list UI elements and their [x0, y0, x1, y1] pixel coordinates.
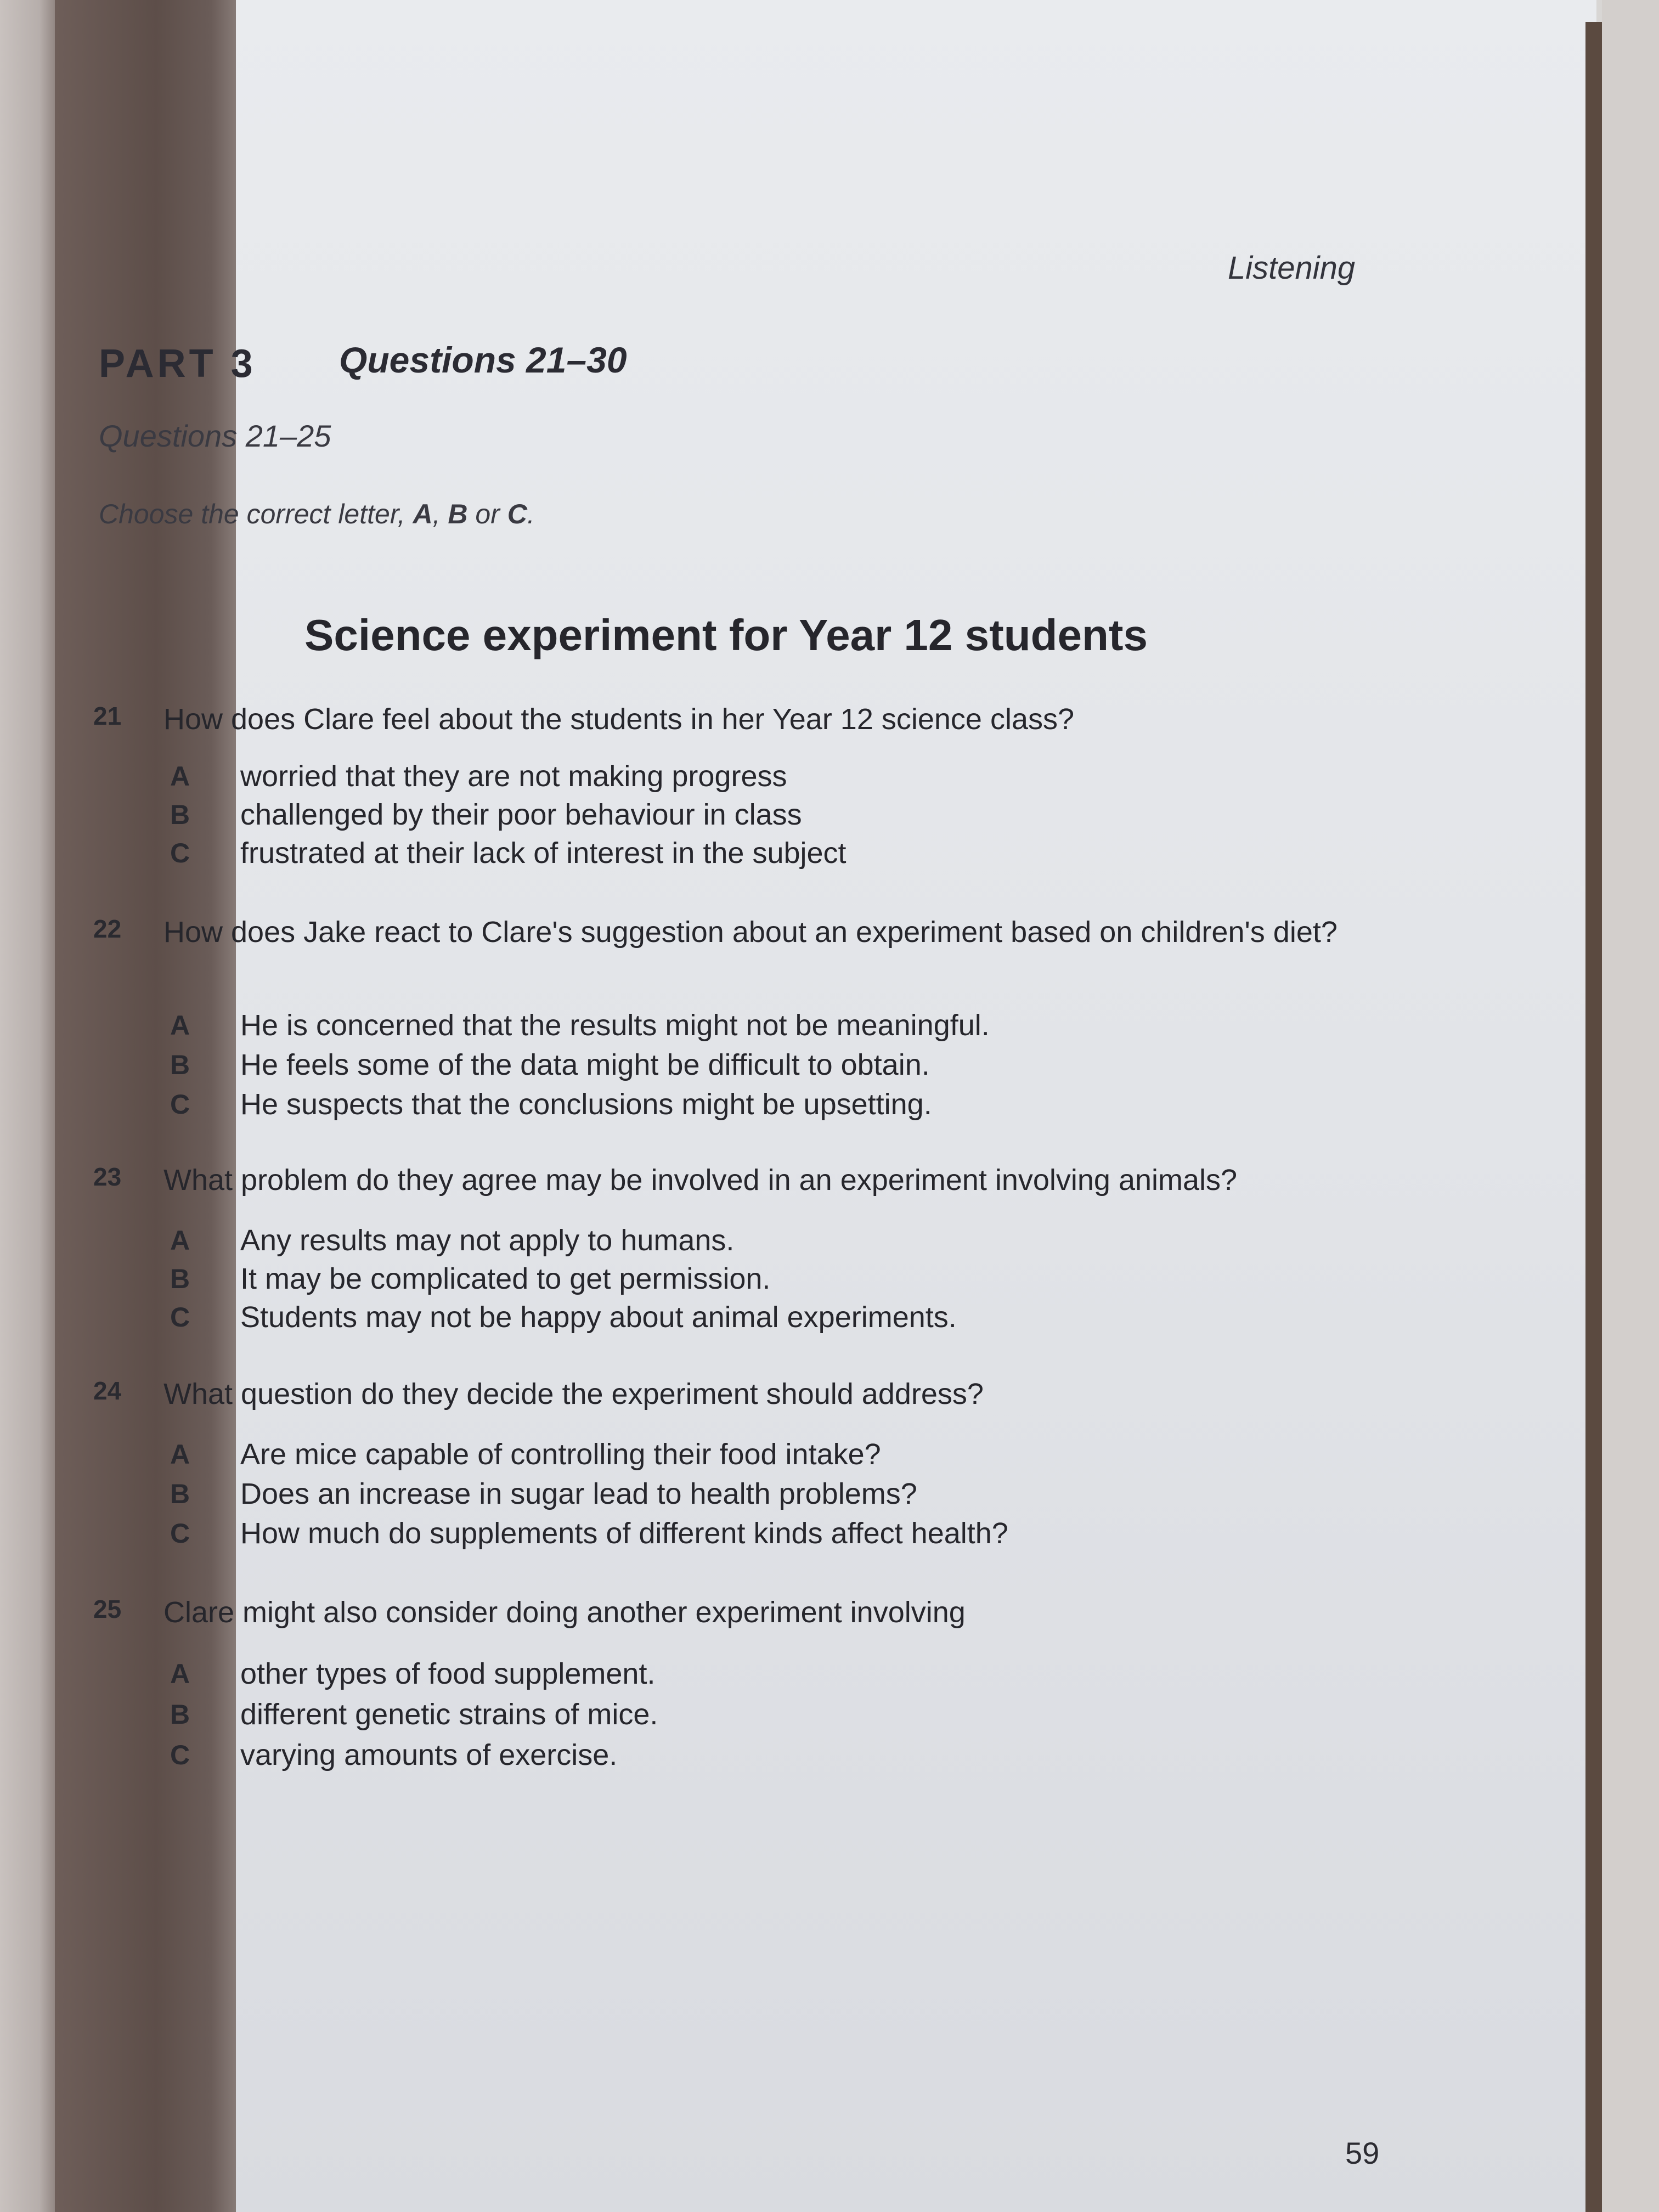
- instruction-letter-a: A: [413, 499, 433, 529]
- part-question-range: Questions 21–30: [339, 340, 627, 380]
- document-title: Science experiment for Year 12 students: [304, 611, 1148, 659]
- instruction-suffix: .: [527, 499, 535, 529]
- option-text: He suspects that the conclusions might be upsetting.: [240, 1088, 932, 1121]
- option-letter: A: [170, 1658, 190, 1689]
- option-text: different genetic strains of mice.: [240, 1698, 658, 1731]
- instruction-sep-2: or: [467, 499, 507, 529]
- question-text: Clare might also consider doing another experiment involving: [163, 1596, 966, 1629]
- option-letter: C: [170, 1089, 190, 1120]
- question-text: How does Clare feel about the students in her Year 12 science class?: [163, 703, 1075, 736]
- option-text: worried that they are not making progress: [240, 760, 787, 793]
- option-letter: A: [170, 1225, 190, 1256]
- subsection-heading: Questions 21–25: [99, 419, 331, 453]
- instruction-sep-1: ,: [432, 499, 448, 529]
- option-letter: A: [170, 761, 190, 792]
- option-text: frustrated at their lack of interest in the subject: [240, 837, 847, 870]
- option-text: He feels some of the data might be difficult to obtain.: [240, 1048, 930, 1081]
- question-number: 23: [93, 1163, 122, 1191]
- option-text: Any results may not apply to humans.: [240, 1224, 735, 1257]
- question-number: 24: [93, 1376, 122, 1405]
- option-letter: A: [170, 1439, 190, 1470]
- option-text: He is concerned that the results might not be meaningful.: [240, 1009, 990, 1042]
- part-label: PART 3: [99, 342, 256, 386]
- option-text: Are mice capable of controlling their food intake?: [240, 1438, 881, 1471]
- question-number: 25: [93, 1595, 122, 1623]
- option-text: challenged by their poor behaviour in class: [240, 798, 802, 831]
- option-letter: B: [170, 1699, 190, 1730]
- option-text: varying amounts of exercise.: [240, 1739, 618, 1771]
- option-letter: B: [170, 1049, 190, 1080]
- running-header: Listening: [1228, 250, 1356, 286]
- option-letter: A: [170, 1010, 190, 1041]
- option-text: Students may not be happy about animal experiments.: [240, 1301, 957, 1334]
- option-letter: B: [170, 1479, 190, 1509]
- instruction-letter-c: C: [507, 499, 527, 529]
- question-text: What question do they decide the experiment should address?: [163, 1378, 984, 1410]
- option-text: other types of food supplement.: [240, 1657, 656, 1690]
- option-letter: C: [170, 1518, 190, 1549]
- instruction: [99, 498, 535, 530]
- option-text: It may be complicated to get permission.: [240, 1262, 771, 1295]
- question-number: 21: [93, 702, 122, 730]
- instruction-prefix: Choose the correct letter,: [99, 499, 413, 529]
- option-letter: C: [170, 1740, 190, 1770]
- instruction-letter-b: B: [448, 499, 468, 529]
- option-letter: C: [170, 1302, 190, 1333]
- question-text: How does Jake react to Clare's suggestion about an experiment based on children's diet?: [163, 916, 1338, 949]
- option-letter: C: [170, 838, 190, 868]
- question-text: What problem do they agree may be involved in an experiment involving animals?: [163, 1164, 1238, 1197]
- question-number: 22: [93, 915, 122, 943]
- option-letter: B: [170, 799, 190, 830]
- option-text: How much do supplements of different kinds affect health?: [240, 1517, 1008, 1550]
- option-letter: B: [170, 1263, 190, 1294]
- option-text: Does an increase in sugar lead to health problems?: [240, 1477, 917, 1510]
- page-number: 59: [1345, 2136, 1380, 2170]
